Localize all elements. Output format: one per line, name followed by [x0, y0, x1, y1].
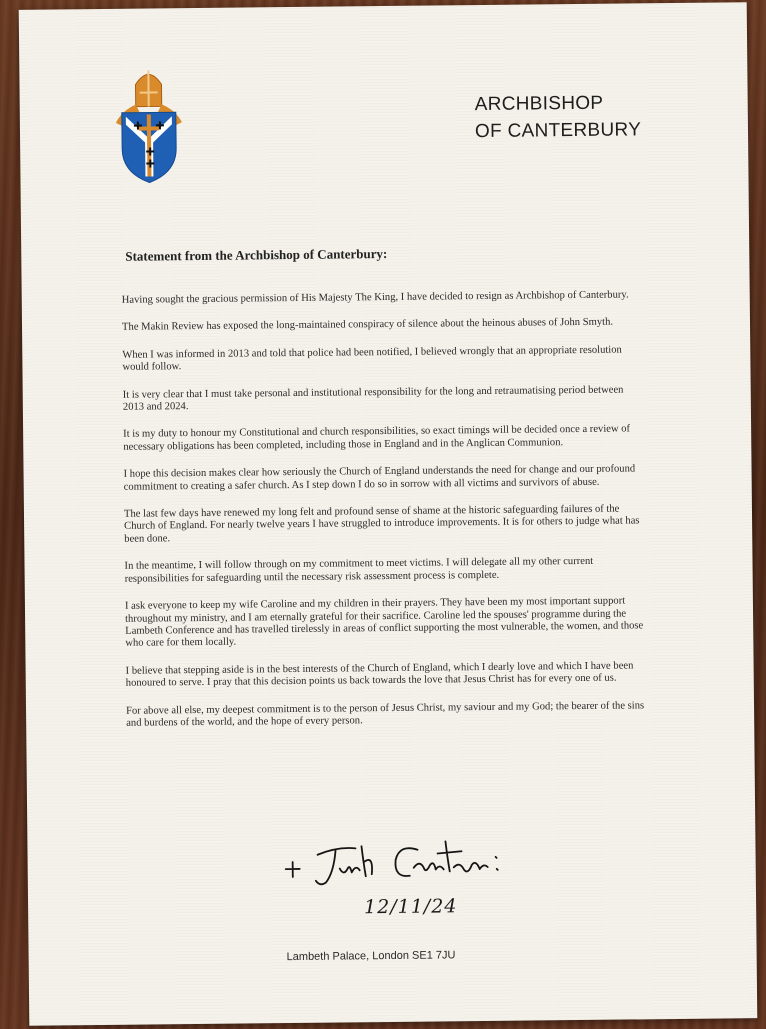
statement-paragraph: It is my duty to honour my Constitutional and church responsibilities, so exact timings will be decided once a review of necessary obligations has been completed, including those in England and in the Anglican Communion. — [123, 423, 631, 453]
statement-paragraph: I ask everyone to keep my wife Caroline and my children in their prayers. They have been my most important support throughout my ministry, and I am eternally grateful for their sacrifice. Caroline led the spouses' programme during the Lambeth Conference and has travelled tirelessly in areas of conflict supporting the most vulnerable, the women, and those who care for them locally. — [124, 595, 644, 650]
statement-body — [122, 289, 647, 745]
statement-paragraph: When I was informed in 2013 and told that police had been notified, I believed wrongly that an appropriate resolution would follow. — [122, 344, 622, 373]
archbishop-crest-icon — [111, 66, 186, 185]
statement-paragraph: In the meantime, I will follow through on my commitment to meet victims. I will delegate all my other current responsibilities for safeguarding until the necessary risk assessment process is complete. — [124, 556, 594, 585]
statement-paragraph: The Makin Review has exposed the long-maintained conspiracy of silence about the heinous abuses of John Smyth. — [121, 317, 614, 334]
letterhead-line-1: ARCHBISHOP — [474, 92, 604, 116]
footer-address: Lambeth Palace, London SE1 7JU — [286, 949, 456, 964]
handwritten-signature — [277, 822, 558, 895]
letterhead-line-2: OF CANTERBURY — [474, 119, 642, 143]
statement-paragraph: It is very clear that I must take personal and institutional responsibility for the long and retraumatising period between 2013 and 2024. — [122, 384, 624, 413]
statement-paragraph: I believe that stepping aside is in the best interests of the Church of England, which I dearly love and which I have been honoured to serve. I pray that this decision points us back towards the love that Jesus Christ has for every one of us. — [125, 660, 634, 689]
statement-paragraph: For above all else, my deepest commitment is to the person of Jesus Christ, my saviour and my God; the bearer of the sins and burdens of the world, and the hope of every person. — [125, 699, 645, 729]
statement-heading: Statement from the Archbishop of Canterbury: — [125, 245, 388, 264]
letter-page — [19, 2, 758, 1026]
handwritten-date: 12/11/24 — [364, 895, 458, 919]
statement-paragraph: The last few days have renewed my long felt and profound sense of shame at the historic safeguarding failures of the Church of England. For nearly twelve years I have struggled to introduce improvements. It is for others to judge what has been done. — [123, 503, 640, 545]
statement-paragraph: Having sought the gracious permission of His Majesty The King, I have decided to resign as Archbishop of Canterbury. — [121, 289, 629, 306]
letterhead-title — [475, 89, 696, 145]
statement-paragraph: I hope this decision makes clear how seriously the Church of England understands the need for change and our profound commitment to creating a safer church. As I step down I do so in sorrow with all victims and survivors of abuse. — [123, 463, 636, 493]
